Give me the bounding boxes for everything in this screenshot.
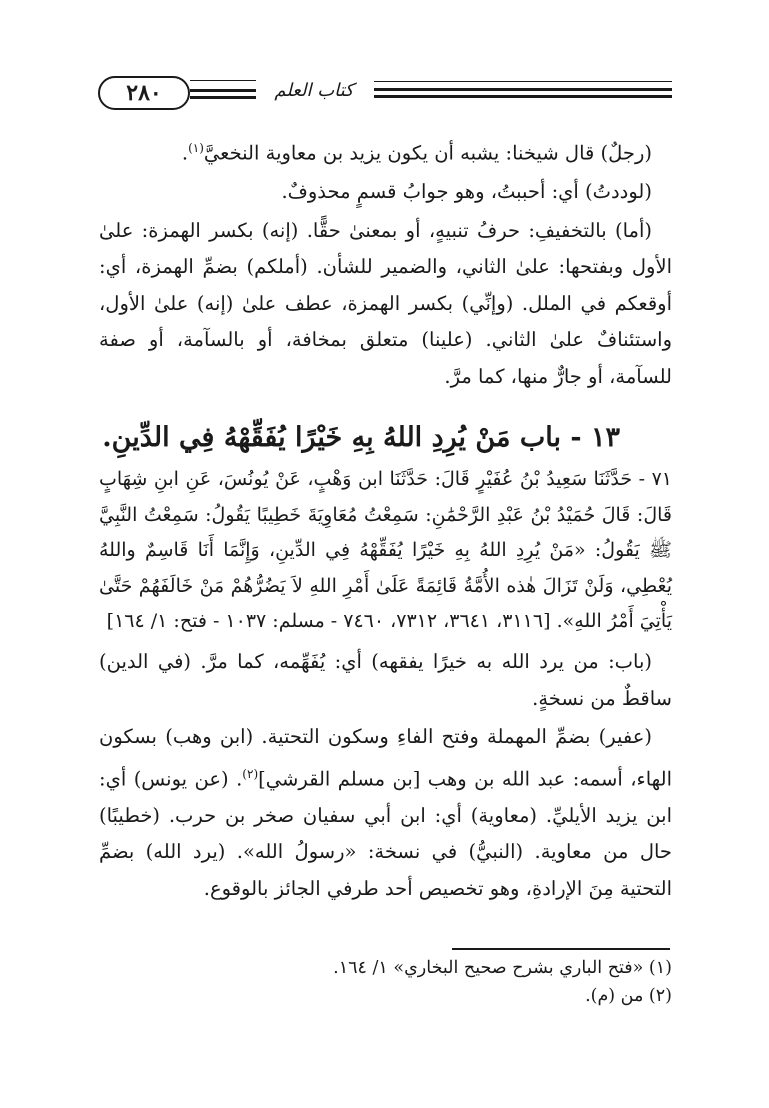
footnote-ref: (١) — [188, 141, 204, 155]
hadith-block — [99, 462, 672, 640]
page-number: ٢٨٠ — [98, 76, 190, 110]
header-rule-right-thick — [374, 88, 672, 91]
paragraph-text: . (عن يونس) أي: ابن يزيد الأيليِّ. (معاوية) أي: ابن أبي سفيان صخر بن حرب. (خطيبًا) حال من معاوية. (النبيُّ) في نسخة: «رسولُ الله». (يرد الله) بضمِّ التحتية مِنَ الإرادةِ، وهو تخصيص أحد طرفي الجائز بالوقوع. — [99, 767, 672, 900]
paragraph-text: (رجلٌ) قال شيخنا: يشبه أن يكون يزيد بن معاوية النخعيَّ — [203, 141, 652, 165]
header-rule-right — [374, 81, 672, 82]
chapter-heading: ١٣ - باب مَنْ يُرِدِ اللهُ بِهِ خَيْرًا يُفَقِّهْهُ فِي الدِّينِ. — [102, 422, 620, 453]
paragraph — [99, 719, 672, 907]
paragraph-text: (عفير) بضمِّ المهملة وفتح الفاءِ وسكون التحتية. (ابن وهب) بسكون الهاء، أسمه: عبد الله بن وهب [بن مسلم القرشي] — [99, 725, 673, 790]
paragraph — [99, 130, 672, 172]
hadith-references: [٣١١٦، ٣٦٤١، ٧٣١٢، ٧٤٦٠ - مسلم: ١٠٣٧ - فتح: ١/ ١٦٤] — [106, 610, 551, 632]
footnote: (٢) من (م). — [585, 986, 672, 1006]
running-title: كتاب العلم — [256, 80, 372, 101]
footnote-separator — [452, 948, 670, 950]
header-rule-right-thick — [374, 95, 672, 98]
footnote: (١) «فتح الباري بشرح صحيح البخاري» ١/ ١٦٤. — [333, 958, 672, 978]
paragraph-end: . — [181, 141, 189, 165]
header-rule-left-thick — [190, 89, 260, 92]
hadith-text: ٧١ - حَدَّثَنَا سَعِيدُ بْنُ عُفَيْرٍ قَالَ: حَدَّثَنَا ابن وَهْبٍ، عَنْ يُونُسَ، عَنِ ابنِ شِهَابٍ قَالَ: قَالَ حُمَيْدُ بْنُ عَبْدِ الرَّحْمَٰنِ: سَمِعْتُ مُعَاوِيَةَ خَطِيبًا يَقُولُ: سَمِعْتُ النَّبِيَّ ﷺ يَقُولُ: «مَنْ يُرِدِ اللهُ بِهِ خَيْرًا يُفَقِّهْهُ فِي الدِّينِ، وَإِنَّمَا أَنَا قَاسِمٌ واللهُ يُعْطِي، وَلَنْ تَزَالَ هٰذه الأُمَّةُ قَائِمَةً عَلَىٰ أَمْرِ اللهِ لاَ يَضُرُّهُمْ مَنْ خَالَفَهُمْ حَتَّىٰ يَأْتِيَ أَمْرُ اللهِ». — [99, 468, 672, 632]
paragraph: (باب: من يرد الله به خيرًا يفقهه) أي: يُفَهِّمه، كما مرَّ. (في الدين) ساقطٌ من نسخةٍ. — [99, 650, 672, 710]
header-rule-left — [190, 80, 260, 81]
footnote-ref: (٢) — [242, 766, 259, 781]
header-rule-left-thick — [190, 96, 260, 99]
commentary — [99, 644, 672, 907]
footnotes — [99, 954, 672, 1010]
paragraph: (لوددتُ) أي: أحببتُ، وهو جوابُ قسمٍ محذوفٌ. — [281, 180, 652, 203]
page-header — [96, 76, 672, 110]
intro-text — [99, 130, 672, 395]
paragraph: (أما) بالتخفيفِ: حرفُ تنبيهٍ، أو بمعنىٰ حقًّا. (إنه) بكسر الهمزة: علىٰ الأول وبفتحها: علىٰ الثاني، والضمير للشأن. (أملكم) بضمِّ الهمزة، أي: أوقعكم في الملل. (وإنِّي) بكسر الهمزة، عطف علىٰ (إنه) علىٰ الأول، واستئنافٌ علىٰ الثاني. (علينا) متعلق بمخافة، أو بالسآمة، أو صفة للسآمة، أو جارٌّ منها، كما مرَّ. — [99, 218, 672, 388]
